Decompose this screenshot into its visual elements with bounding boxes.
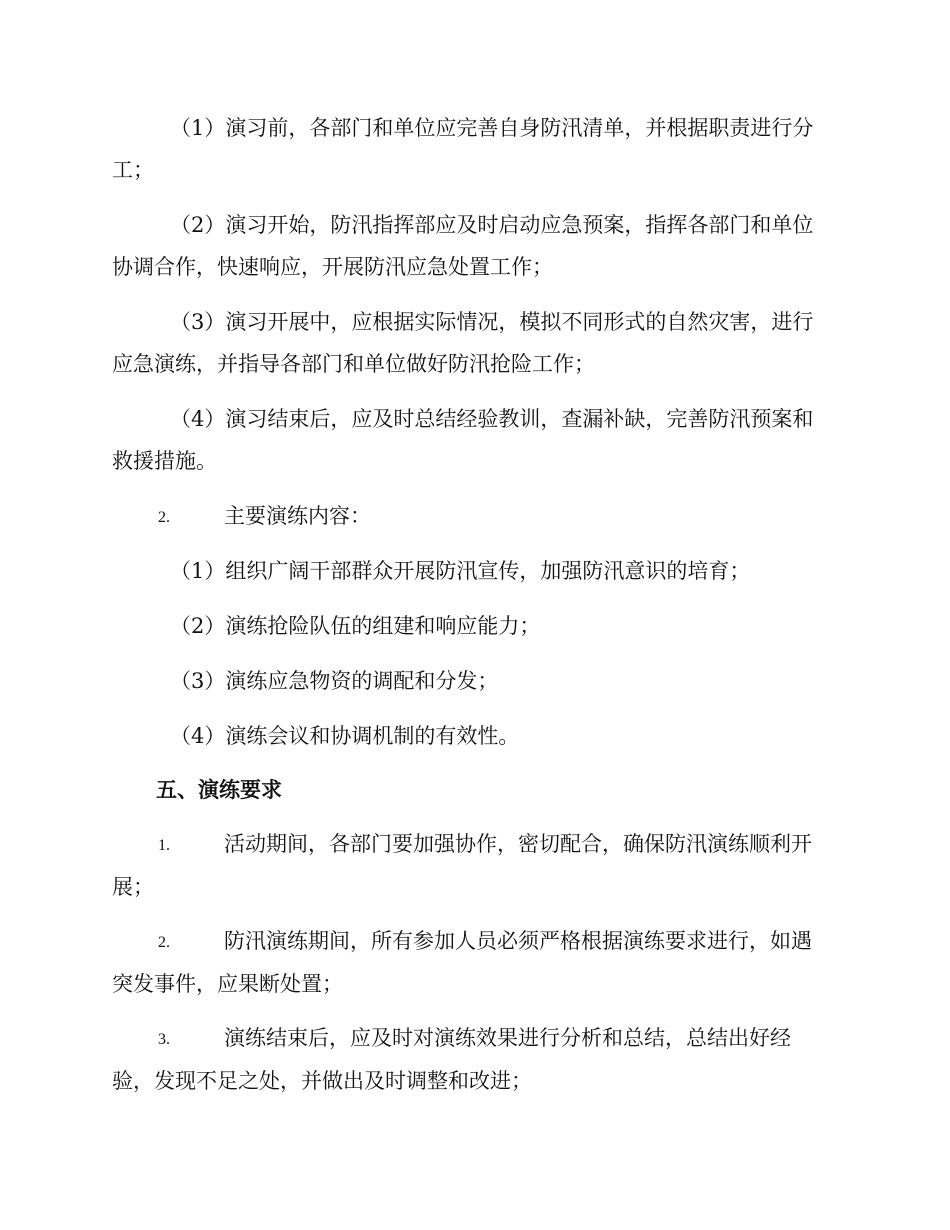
content-item-2: （2）演练抢险队伍的组建和响应能力； xyxy=(170,614,541,638)
main-content-title: 主要演练内容： xyxy=(224,504,371,528)
requirement-1-line-1: 活动期间，各部门要加强协作，密切配合，确保防汛演练顺利开 xyxy=(224,832,812,856)
process-item-3-line-2: 应急演练，并指导各部门和单位做好防汛抢险工作； xyxy=(112,352,595,376)
process-item-1-line-1: （1）演习前，各部门和单位应完善自身防汛清单，并根据职责进行分 xyxy=(170,116,814,140)
process-item-4-line-2: 救援措施。 xyxy=(112,449,217,473)
process-item-1-line-2: 工； xyxy=(112,158,154,182)
section-heading: 五、演练要求 xyxy=(156,777,282,802)
main-content-number: 2. xyxy=(158,509,170,526)
requirement-2-line-2: 突发事件，应果断处置； xyxy=(112,972,343,996)
content-item-4: （4）演练会议和协调机制的有效性。 xyxy=(170,724,520,748)
requirement-2-line-1: 防汛演练期间，所有参加人员必须严格根据演练要求进行，如遇 xyxy=(224,929,812,953)
requirement-3-number: 3. xyxy=(158,1031,170,1048)
requirement-1-line-2: 展； xyxy=(112,875,154,899)
requirement-1-number: 1. xyxy=(158,837,170,854)
requirement-2-number: 2. xyxy=(158,934,170,951)
process-item-3-line-1: （3）演习开展中，应根据实际情况，模拟不同形式的自然灾害，进行 xyxy=(170,310,814,334)
process-item-2-line-1: （2）演习开始，防汛指挥部应及时启动应急预案，指挥各部门和单位 xyxy=(170,213,814,237)
process-item-2-line-2: 协调合作，快速响应，开展防汛应急处置工作； xyxy=(112,255,553,279)
content-item-1: （1）组织广阔干部群众开展防汛宣传，加强防汛意识的培育； xyxy=(170,559,751,583)
requirement-3-line-2: 验，发现不足之处，并做出及时调整和改进； xyxy=(112,1069,532,1093)
content-item-3: （3）演练应急物资的调配和分发； xyxy=(170,669,499,693)
requirement-3-line-1: 演练结束后，应及时对演练效果进行分析和总结，总结出好经 xyxy=(224,1026,791,1050)
process-item-4-line-1: （4）演习结束后，应及时总结经验教训，查漏补缺，完善防汛预案和 xyxy=(170,407,814,431)
